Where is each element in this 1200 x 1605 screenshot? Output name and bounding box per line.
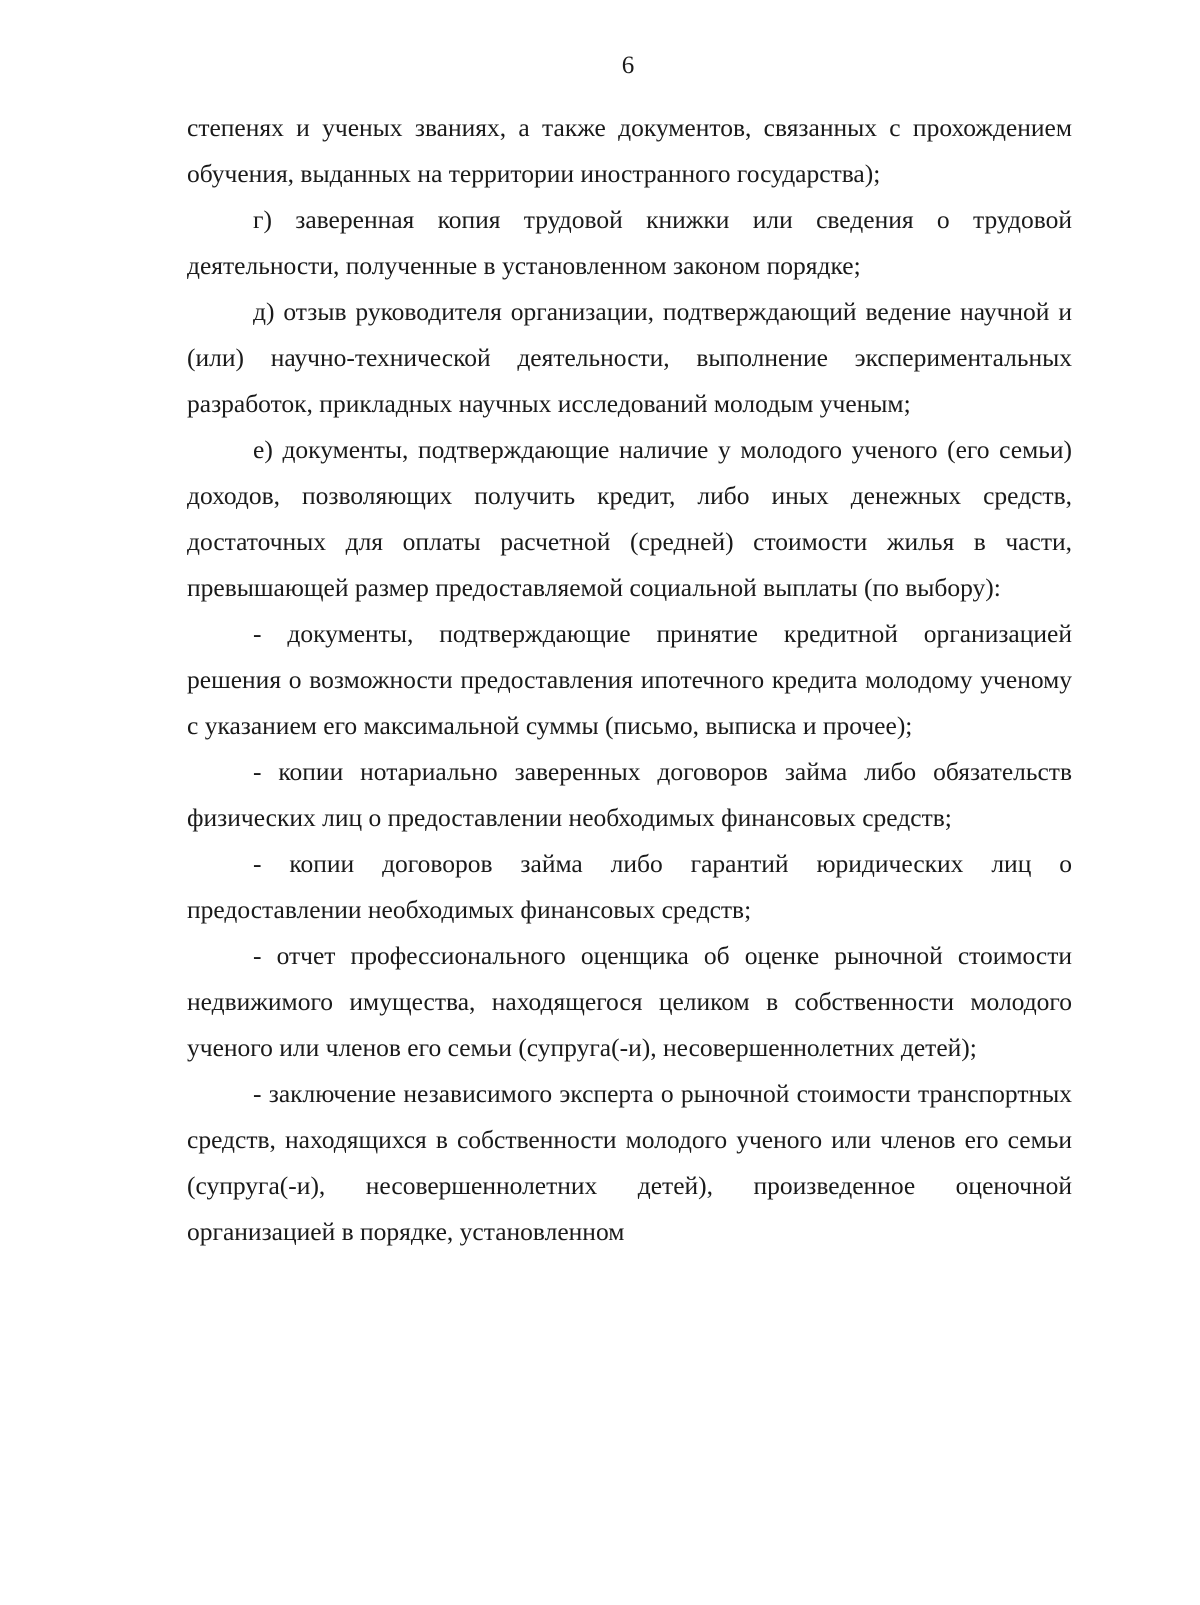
paragraph-continuation: степенях и ученых званиях, а также документов, связанных с прохождением обучения, выданных на территории иностранного государства); (187, 113, 1072, 188)
paragraph-item-d: д) отзыв руководителя организации, подтверждающий ведение научной и (или) научно-технической деятельности, выполнение экспериментальных разработок, прикладных научных исследований молодым ученым; (187, 297, 1072, 418)
list-item-loan-legal-entities: - копии договоров займа либо гарантий юридических лиц о предоставлении необходимых финансовых средств; (187, 849, 1072, 924)
paragraph-item-g: г) заверенная копия трудовой книжки или сведения о трудовой деятельности, полученные в установленном законом порядке; (187, 205, 1072, 280)
paragraph-item-e: е) документы, подтверждающие наличие у молодого ученого (его семьи) доходов, позволяющих получить кредит, либо иных денежных средств, достаточных для оплаты расчетной (средней) стоимости жилья в части, превышающей размер предоставляемой социальной выплаты (по выбору): (187, 435, 1072, 602)
list-item-vehicle-appraisal: - заключение независимого эксперта о рыночной стоимости транспортных средств, находящихся в собственности молодого ученого или членов его семьи (супруга(-и), несовершеннолетних детей), произведенное оценочной организацией в порядке, установленном (187, 1079, 1072, 1246)
list-item-property-appraisal: - отчет профессионального оценщика об оценке рыночной стоимости недвижимого имущества, находящегося целиком в собственности молодого ученого или членов его семьи (супруга(-и), несовершеннолетних детей); (187, 941, 1072, 1062)
list-item-bank-decision: - документы, подтверждающие принятие кредитной организацией решения о возможности предоставления ипотечного кредита молодому ученому с указанием его максимальной суммы (письмо, выписка и прочее); (187, 619, 1072, 740)
list-item-loan-individuals: - копии нотариально заверенных договоров займа либо обязательств физических лиц о предоставлении необходимых финансовых средств; (187, 757, 1072, 832)
document-body (187, 105, 1072, 1255)
page-number: 6 (621, 52, 635, 79)
